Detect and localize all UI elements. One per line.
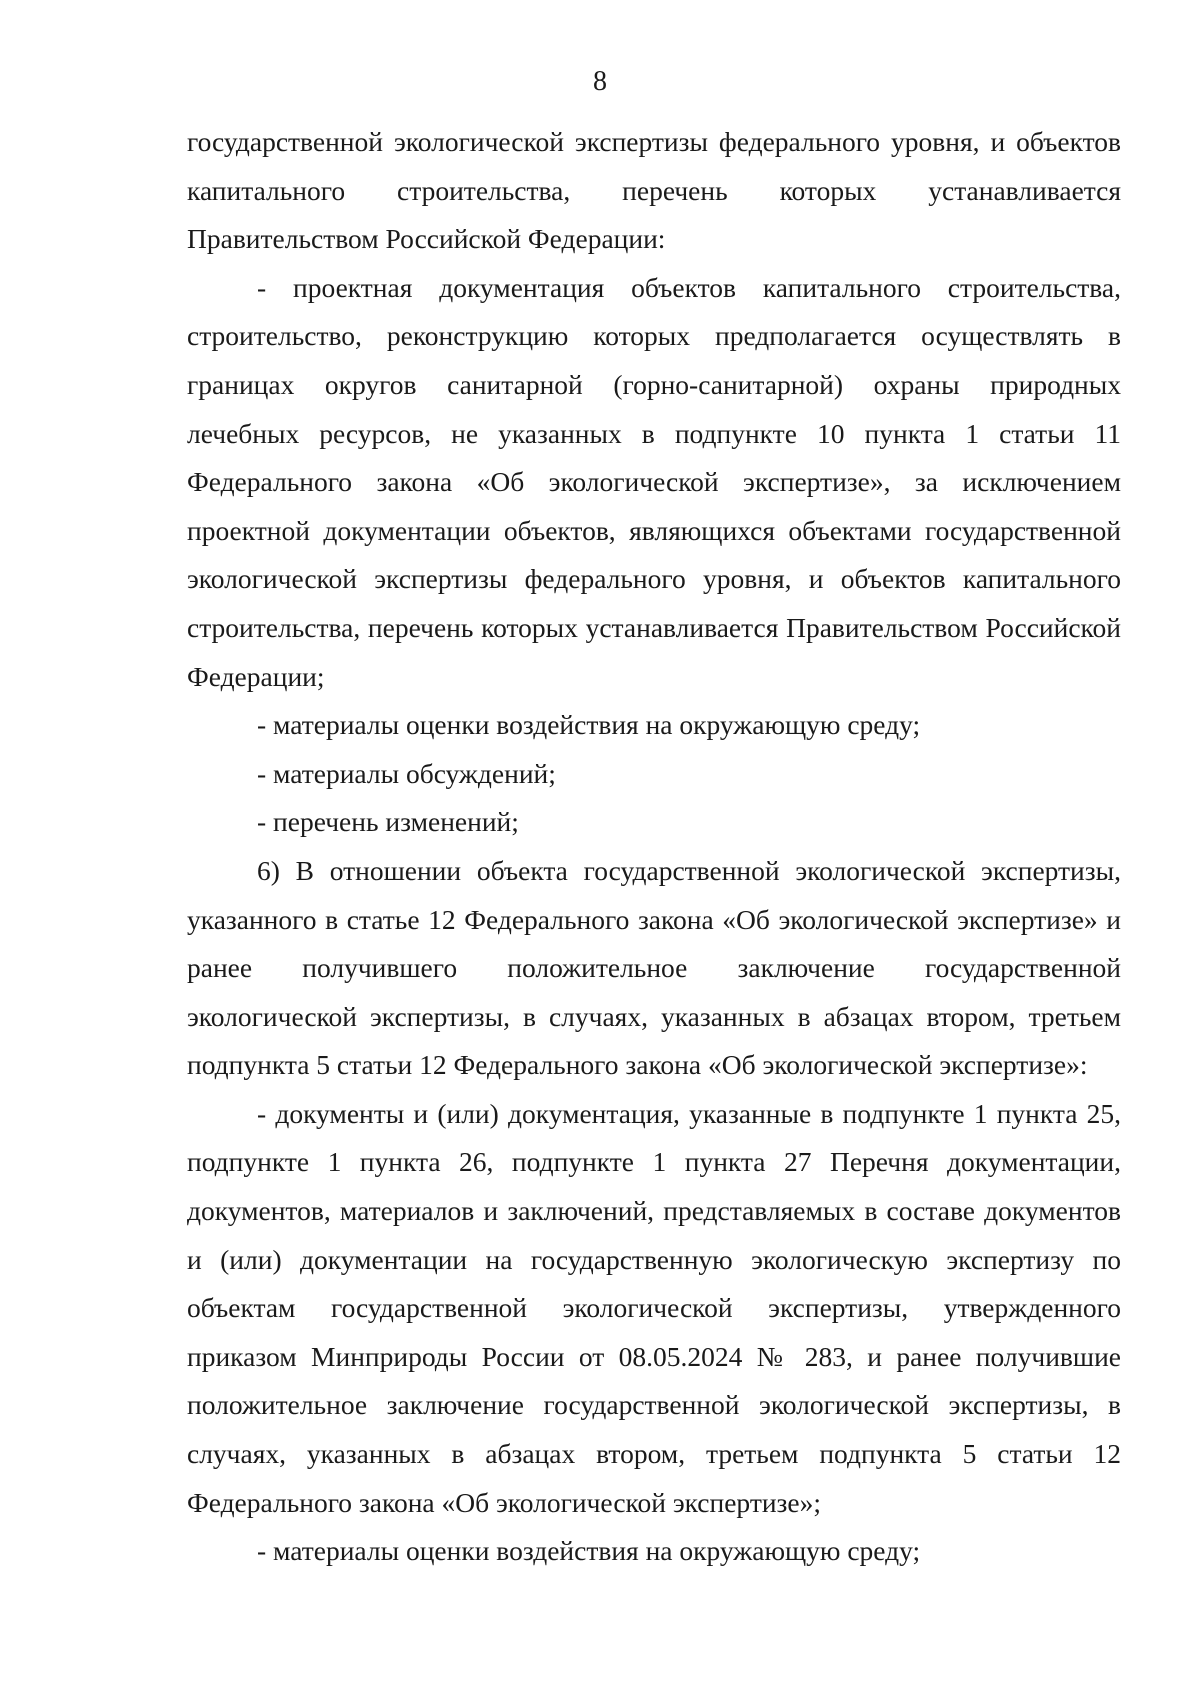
paragraph-item-6: 6) В отношении объекта государственной экологической экспертизы, указанного в статье 12 Федерального закона «Об экологической экспертизе» и ранее получившего положительное заключение государственной экологической экспертизы, в случаях, указанных в абзацах втором, третьем подпункта 5 статьи 12 Федерального закона «Об экологической экспертизе»: (187, 854, 1121, 1081)
list-item-documents: - документы и (или) документация, указанные в подпункте 1 пункта 25, подпункте 1 пункта 26, подпункте 1 пункта 27 Перечня документации, документов, материалов и заключений, представляемых в составе документов и (или) документации на государственную экологическую экспертизу по объектам государственной экологической экспертизы, утвержденного приказом Минприроды России от 08.05.2024 № 283, и ранее получившие положительное заключение государственной экологической экспертизы, в случаях, указанных в абзацах втором, третьем подпункта 5 статьи 12 Федерального закона «Об экологической экспертизе»; (187, 1097, 1121, 1518)
list-item-discussion-materials: - материалы обсуждений; (257, 757, 556, 789)
list-item-impact-assessment: - материалы оценки воздействия на окружающую среду; (257, 709, 921, 741)
list-item-project-documentation: - проектная документация объектов капитального строительства, строительство, реконструкцию которых предполагается осуществлять в границах округов санитарной (горно-санитарной) охраны природных лечебных ресурсов, не указанных в подпункте 10 пункта 1 статьи 11 Федерального закона «Об экологической экспертизе», за исключением проектной документации объектов, являющихся объектами государственной экологической экспертизы федерального уровня, и объектов капитального строительства, перечень которых устанавливается Правительством Российской Федерации; (187, 271, 1121, 692)
paragraph-continuation: государственной экологической экспертизы федерального уровня, и объектов капитального строительства, перечень которых устанавливается Правительством Российской Федерации: (187, 126, 1121, 255)
list-item-impact-assessment-2: - материалы оценки воздействия на окружающую среду; (257, 1535, 921, 1567)
document-body (187, 118, 1121, 1576)
page-number: 8 (593, 66, 607, 97)
list-item-changes-list: - перечень изменений; (257, 806, 519, 838)
